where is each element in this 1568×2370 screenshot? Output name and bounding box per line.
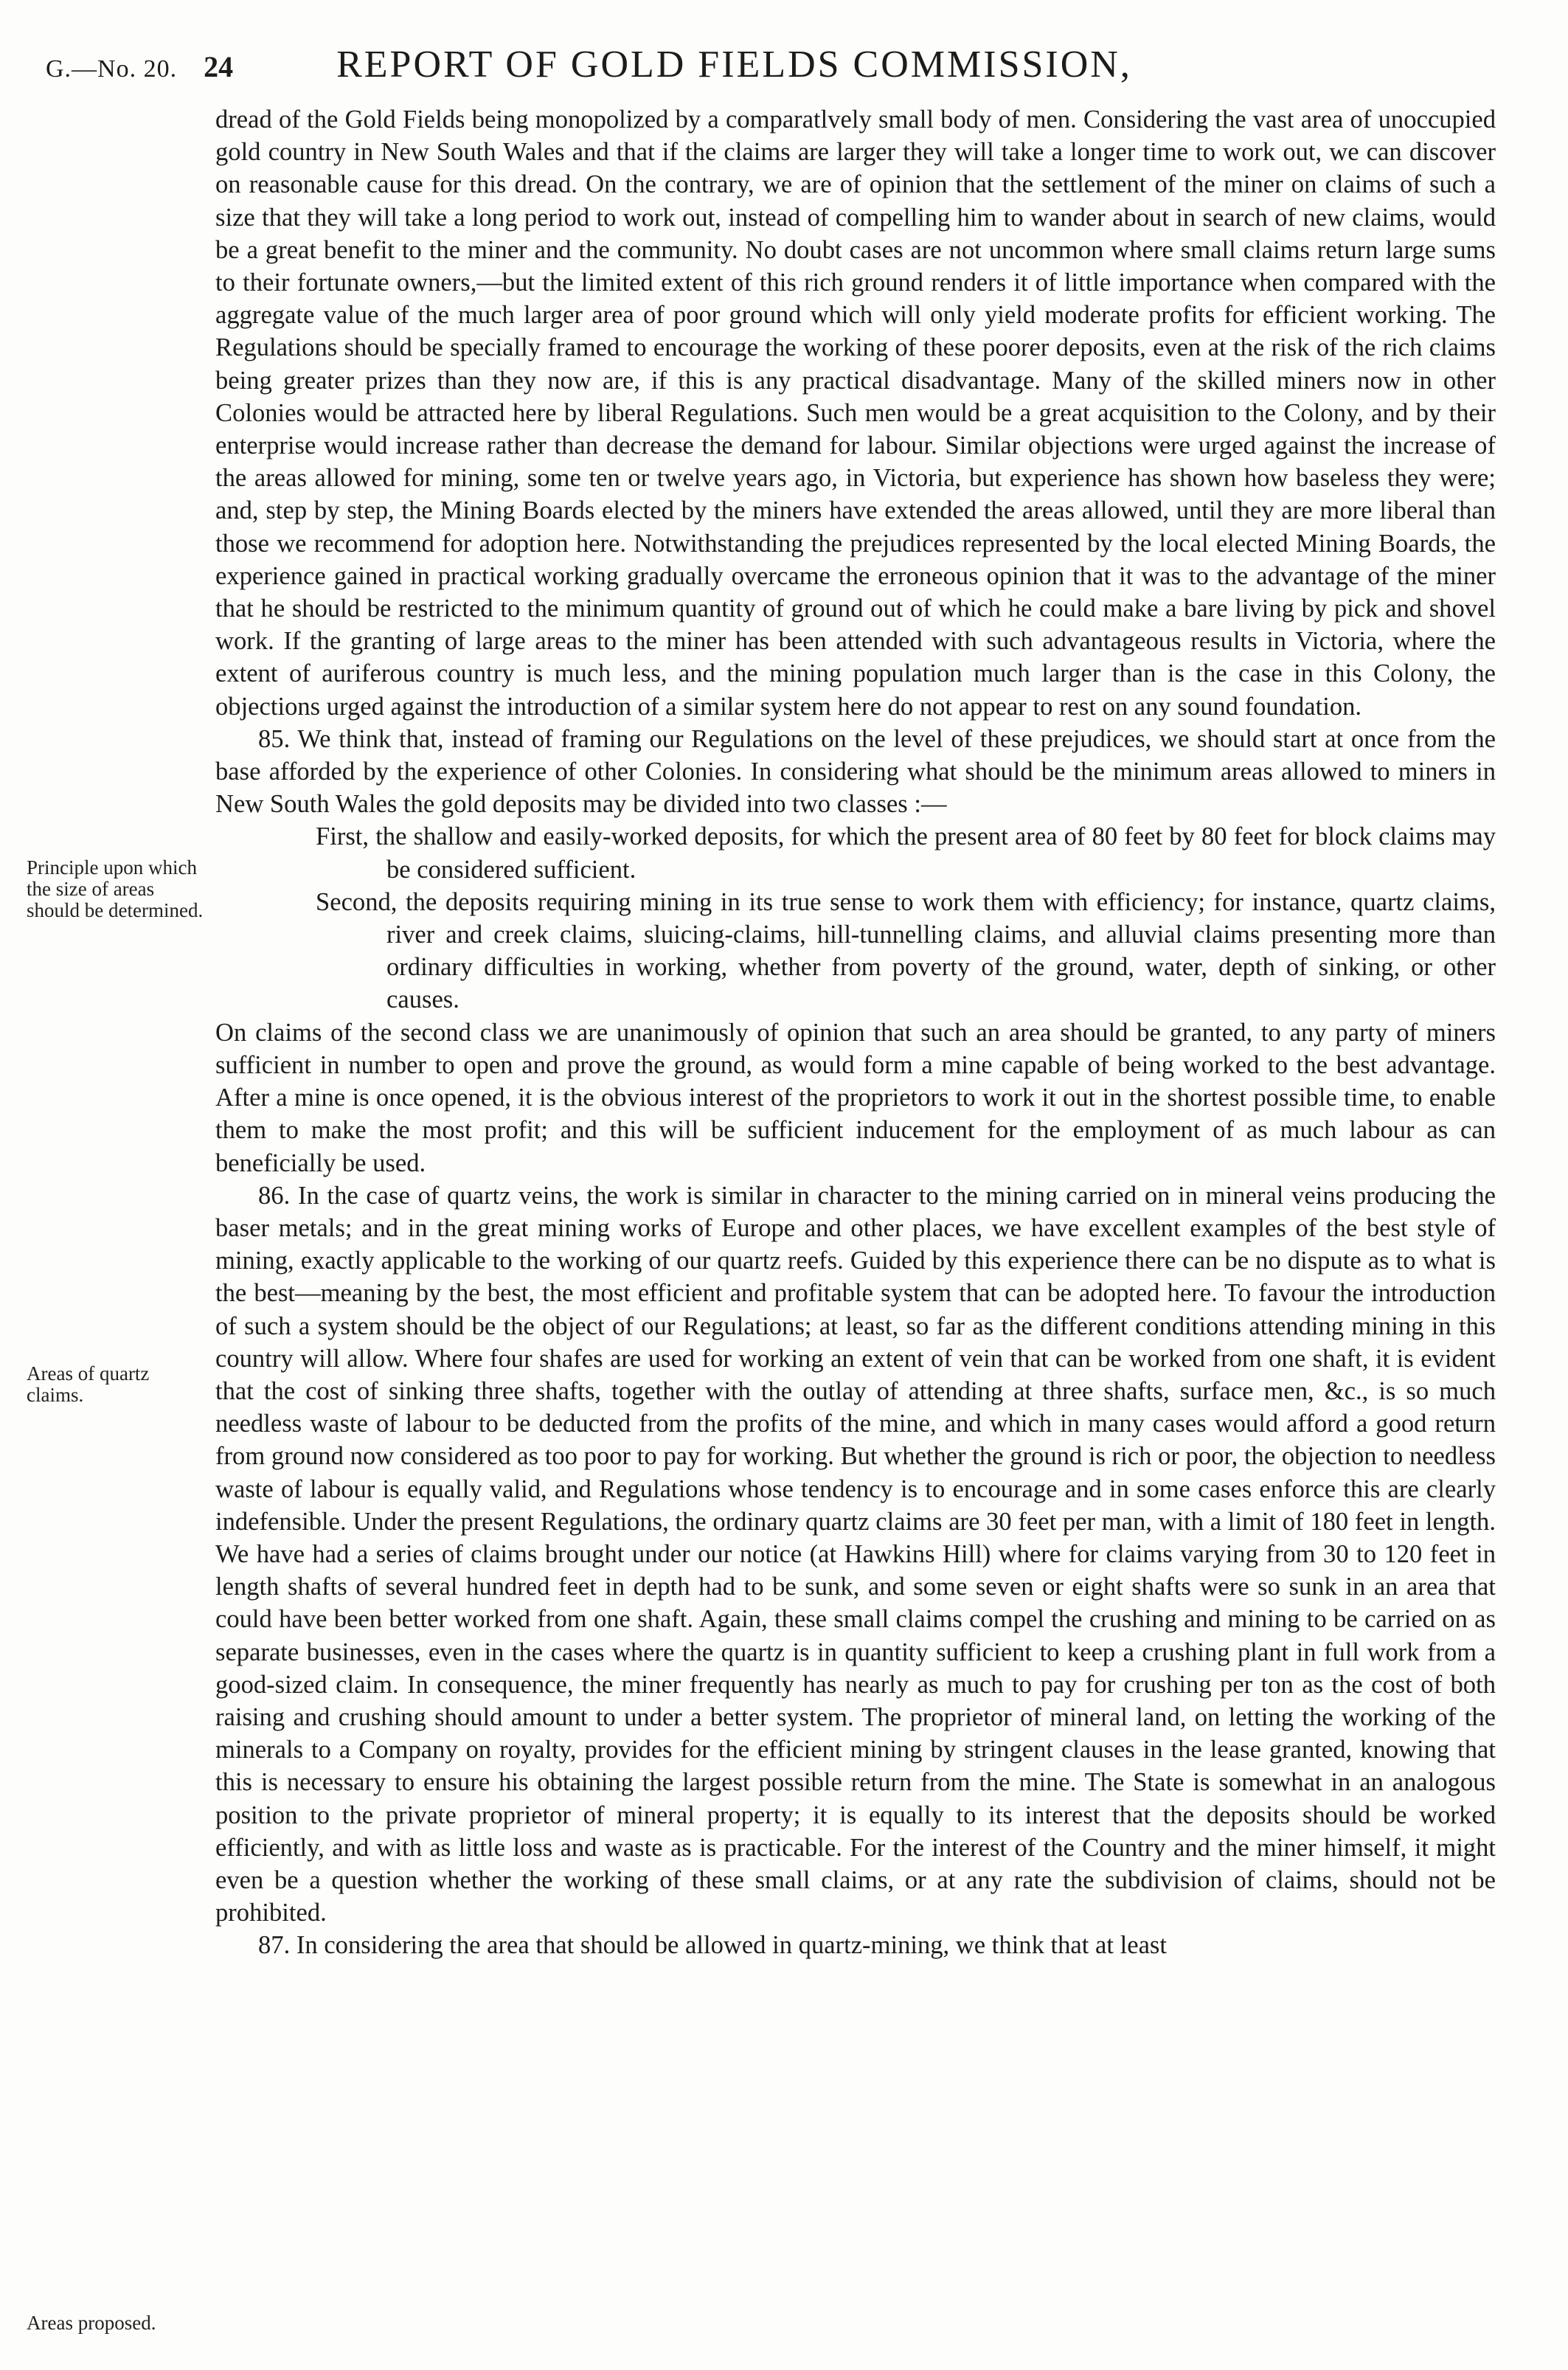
margin-note-quartz-claims: Areas of quartz claims. (27, 1362, 150, 1406)
margin-note-principle: Principle upon which the size of areas should be determined. (27, 856, 204, 921)
paragraph-85-continued: On claims of the second class we are unanimously of opinion that such an area should be granted, to any party of miners sufficient in number to open and prove the ground, as would form a mine capable of being worked to the best advantage. After a mine is once opened, it is the obvious interest of the proprietors to work it out in the shortest possible time, to enable them to make the most profit; and this will be sufficient inducement for the employment of as much labour as can beneficially be used. (215, 1018, 1496, 1177)
page-number: 24 (204, 50, 234, 83)
paragraph-87: 87. In considering the area that should be allowed in quartz-mining, we think that at least (258, 1931, 1167, 1960)
paragraph-85: 85. We think that, instead of framing our Regulations on the level of these prejudices, we should start at once from the base afforded by the experience of other Colonies. In considering what should be the minimum areas allowed to miners in New South Wales the gold deposits may be divided into two classes :— (215, 724, 1496, 819)
paragraph-86: 86. In the case of quartz veins, the work is similar in character to the mining carried on in mineral veins producing the baser metals; and in the great mining works of Europe and other places, we have excellent examples of the best style of mining, exactly applicable to the working of our quartz reefs. Guided by this experience there can be no dispute as to what is the best—meaning by the best, the most efficient and profitable system that can be adopted here. To favour the introduction of such a system should be the object of our Regulations; at least, so far as the different conditions attending mining in this country will allow. Where four shafes are used for working an extent of vein that can be worked from one shaft, it is evident that the cost of sinking three shafts, together with the outlay of attending at three shafts, surface men, &c., is so much needless waste of labour to be deducted from the profits of the mine, and which in many cases would afford a good return from ground now considered as too poor to pay for working. But whether the ground is rich or poor, the objection to needless waste of labour is equally valid, and Regulations whose tendency is to encourage and in some cases enforce this are clearly indefensible. Under the present Regulations, the ordinary quartz claims are 30 feet per man, with a limit of 180 feet in length. We have had a series of claims brought under our notice (at Hawkins Hill) where for claims varying from 30 to 120 feet in length shafts of several hundred feet in depth had to be sunk, and some seven or eight shafts were so sunk in an area that could have been better worked from one shaft. Again, these small claims compel the crushing and mining to be carried on as separate businesses, even in the cases where the quartz is in quantity sufficient to keep a crushing plant in full work from a good-sized claim. In consequence, the miner frequently has nearly as much to pay for crushing per ton as the cost of both raising and crushing should amount to under a better system. The proprietor of mineral land, on letting the working of the minerals to a Company on royalty, provides for the efficient mining by stringent clauses in the lease granted, knowing that this is necessary to ensure his obtaining the largest possible return from the mine. The State is somewhat in an analogous position to the private proprietor of mineral property; it is equally to its interest that the deposits should be worked efficiently, and with as little loss and waste as is practicable. For the interest of the Country and the miner himself, it might even be a question whether the working of these small claims, or at any rate the subdivision of claims, should not be prohibited. (215, 1181, 1496, 1927)
page-header (46, 43, 1524, 87)
report-title: REPORT OF GOLD FIELDS COMMISSION, (336, 44, 1132, 86)
margin-note-areas-proposed: Areas proposed. (27, 2312, 156, 2334)
class-second: Second, the deposits requiring mining in its true sense to work them with efficiency; for instance, quartz claims, river and creek claims, sluicing-claims, hill-tunnelling claims, and alluvial claims presenting more than ordinary difficulties in working, whether from poverty of the ground, water, depth of sinking, or other causes. (316, 887, 1496, 1014)
report-body (215, 103, 1496, 1962)
class-first: First, the shallow and easily-worked deposits, for which the present area of 80 feet by 80 feet for block claims may be considered sufficient. (316, 822, 1496, 884)
paragraph-intro: dread of the Gold Fields being monopolized by a comparatlvely small body of men. Considering the vast area of unoccupied gold country in New South Wales and that if the claims are larger they will take a longer time to work out, we can discover on reasonable cause for this dread. On the contrary, we are of opinion that the settlement of the miner on claims of such a size that they will take a long period to work out, instead of compelling him to wander about in search of new claims, would be a great benefit to the miner and the community. No doubt cases are not uncommon where small claims return large sums to their fortunate owners,—but the limited extent of this rich ground renders it of little importance when compared with the aggregate value of the much larger area of poor ground which will only yield moderate profits for efficient working. The Regulations should be specially framed to encourage the working of these poorer deposits, even at the risk of the rich claims being greater prizes than they now are, if this is any practical disadvantage. Many of the skilled miners now in other Colonies would be attracted here by liberal Regulations. Such men would be a great acquisition to the Colony, and by their enterprise would increase rather than decrease the demand for labour. Similar objections were urged against the increase of the areas allowed for mining, some ten or twelve years ago, in Victoria, but experience has shown how baseless they were; and, step by step, the Mining Boards elected by the miners have extended the areas allowed, until they are more liberal than those we recommend for adoption here. Notwithstanding the prejudices represented by the local elected Mining Boards, the experience gained in practical working gradually overcame the erroneous opinion that it was to the advantage of the miner that he should be restricted to the minimum quantity of ground out of which he could make a bare living by pick and shovel work. If the granting of large areas to the miner has been attended with such advantageous results in Victoria, where the extent of auriferous country is much less, and the mining population much larger than is the case in this Colony, the objections urged against the introduction of a similar system here do not appear to rest on any sound foundation. (215, 105, 1496, 721)
document-number: G.—No. 20. (46, 55, 178, 83)
